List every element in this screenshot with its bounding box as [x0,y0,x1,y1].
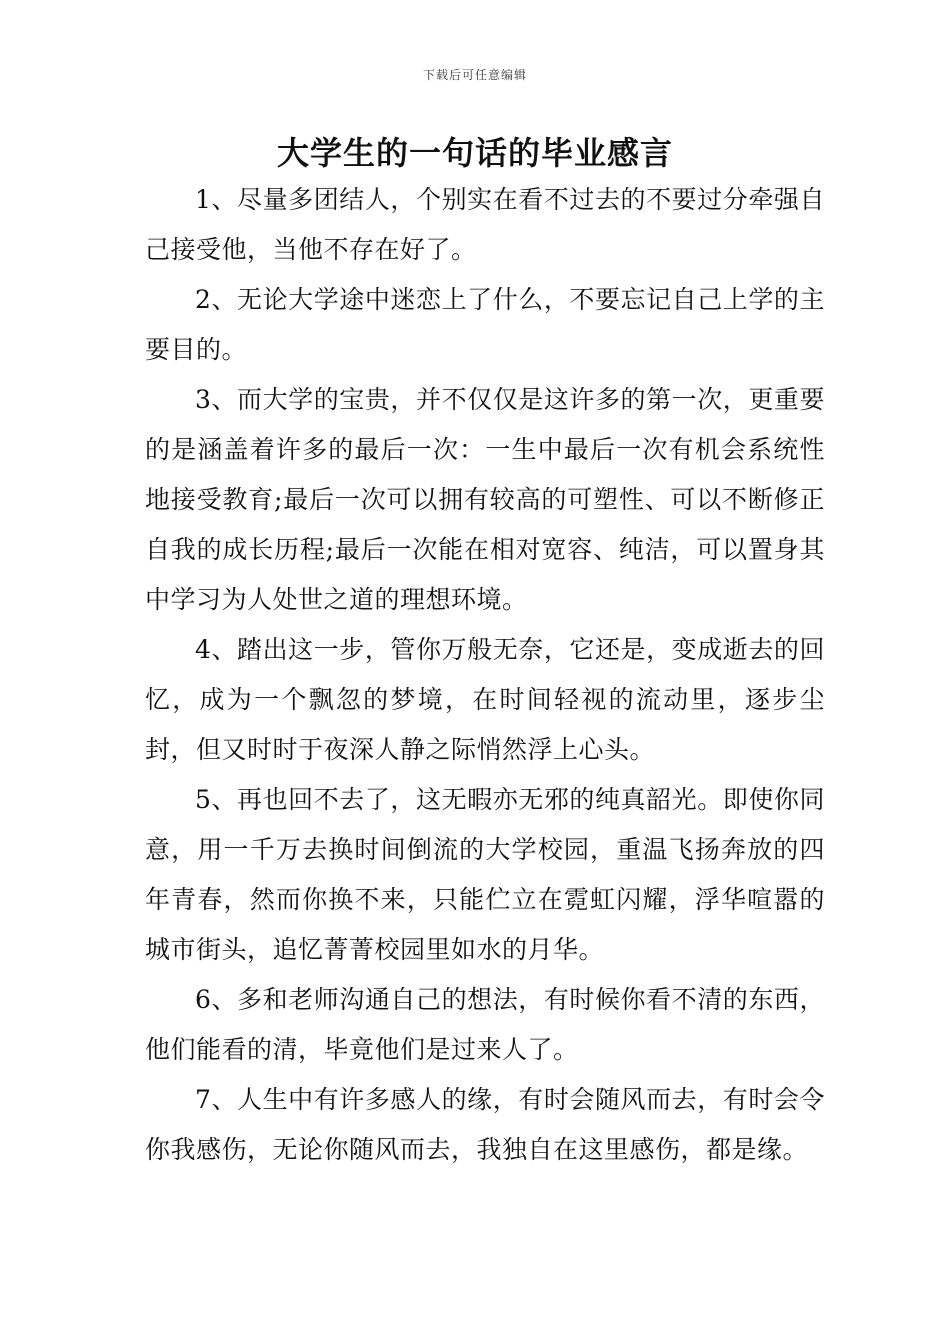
paragraph-7: 7、人生中有许多感人的缘，有时会随风而去，有时会令你我感伤，无论你随风而去，我独自在这里感伤，都是缘。 [145,1085,825,1164]
header-note: 下载后可任意编辑 [422,68,527,82]
document-body [145,175,825,1175]
paragraph-5: 5、再也回不去了，这无暇亦无邪的纯真韶光。即使你同意，用一千万去换时间倒流的大学校园，重温飞扬奔放的四年青春，然而你换不来，只能伫立在霓虹闪耀，浮华喧嚣的城市街头，追忆菁菁校园里如水的月华。 [145,785,825,964]
paragraph-2: 2、无论大学途中迷恋上了什么，不要忘记自己上学的主要目的。 [145,285,825,364]
paragraph-6: 6、多和老师沟通自己的想法，有时候你看不清的东西，他们能看的清，毕竟他们是过来人了。 [145,985,825,1064]
paragraph-4: 4、踏出这一步，管你万般无奈，它还是，变成逝去的回忆，成为一个飘忽的梦境，在时间轻视的流动里，逐步尘封，但又时时于夜深人静之际悄然浮上心头。 [145,635,825,764]
document-title: 大学生的一句话的毕业感言 [276,134,673,172]
paragraph-3: 3、而大学的宝贵，并不仅仅是这许多的第一次，更重要的是涵盖着许多的最后一次：一生中最后一次有机会系统性地接受教育;最后一次可以拥有较高的可塑性、可以不断修正自我的成长历程;最后一次能在相对宽容、纯洁，可以置身其中学习为人处世之道的理想环境。 [145,385,825,614]
paragraph-1: 1、尽量多团结人，个别实在看不过去的不要过分牵强自己接受他，当他不存在好了。 [145,185,825,264]
